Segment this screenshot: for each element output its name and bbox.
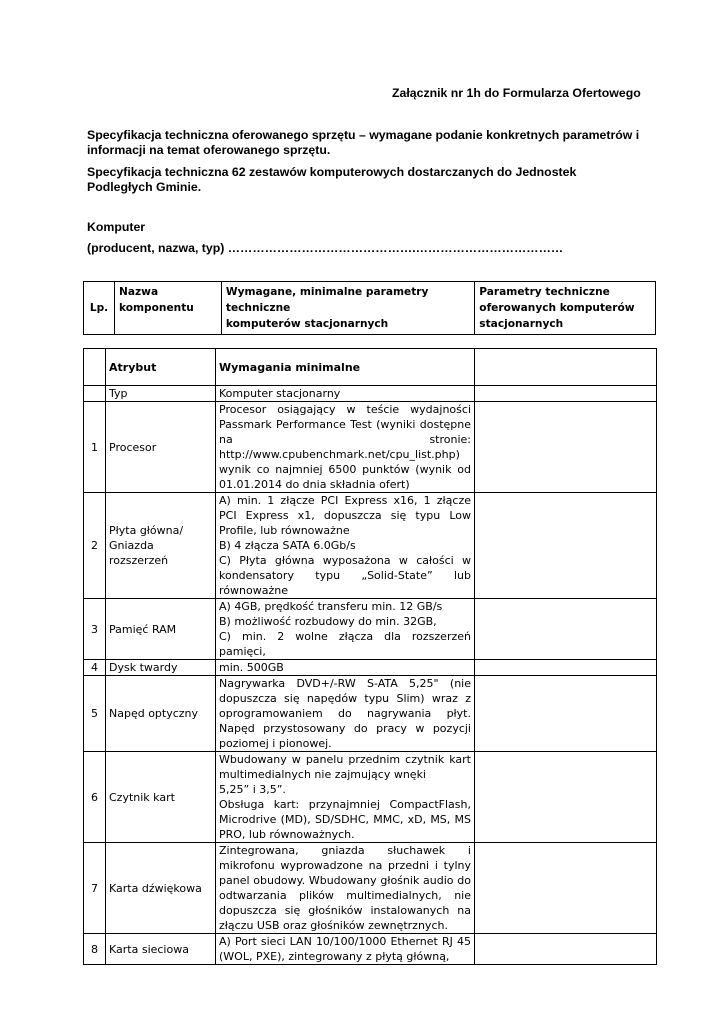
spec-row-offered <box>475 402 657 493</box>
spec-row-requirement-line: A) Port sieci LAN 10/100/1000 Ethernet RJ 45 (WOL, PXE), zintegrowany z płytą główną, <box>219 935 471 963</box>
header-component-line: komponentu <box>118 302 194 314</box>
spec-row-number: 5 <box>84 676 106 752</box>
spec-row-requirement-line: B) możliwość rozbudowy do min. 32GB, <box>219 615 437 628</box>
spec-row <box>84 599 657 660</box>
spec-heading: Specyfikacja techniczna oferowanego sprzętu – wymagane podanie konkretnych parametrów i informacji na temat oferowanego sprzętu. <box>87 128 640 157</box>
spec-row-attribute <box>106 676 216 752</box>
spec-row <box>84 402 657 493</box>
spec-row-attribute <box>106 843 216 934</box>
spec-row <box>84 660 657 676</box>
computer-label: Komputer <box>87 220 146 234</box>
spec-row-attribute <box>106 660 216 676</box>
spec-row <box>84 493 657 599</box>
spec-table <box>83 348 657 965</box>
spec-subheading: Specyfikacja techniczna 62 zestawów komputerowych dostarczanych do Jednostek Podległych Gminie. <box>87 165 577 194</box>
spec-row <box>84 752 657 843</box>
spec-row <box>84 934 657 965</box>
spec-row-offered <box>475 599 657 660</box>
spec-row-attribute <box>106 599 216 660</box>
spec-row-requirement <box>216 934 475 965</box>
spec-row-requirement-line: Komputer stacjonarny <box>219 387 341 400</box>
spec-row-requirement <box>216 752 475 843</box>
spec-row-requirement-line: 5,25” i 3,5”. <box>219 783 286 796</box>
header-offered-line: stacjonarnych <box>479 318 564 330</box>
header-offered-line: Parametry techniczne <box>479 286 610 298</box>
spec-row-requirement <box>216 843 475 934</box>
header-lp: Lp. <box>84 282 115 335</box>
spec-row-attribute <box>106 402 216 493</box>
spec-row-offered <box>475 676 657 752</box>
spec-row-number: 6 <box>84 752 106 843</box>
spec-row-attribute <box>106 386 216 402</box>
spec-row-requirement-line: min. 500GB <box>219 661 284 674</box>
spec-row-attribute <box>106 752 216 843</box>
spec-row-attribute-line: Dysk twardy <box>109 661 178 674</box>
header-table <box>83 281 656 335</box>
spec-row-requirement-line: B) 4 złącza SATA 6.0Gb/s <box>219 539 356 552</box>
spec-row-attribute-line: Typ <box>109 387 128 400</box>
spec-row-number: 2 <box>84 493 106 599</box>
spec-row-requirement <box>216 660 475 676</box>
spec-row-requirement <box>216 676 475 752</box>
spec-row-requirement-line: C) Płyta główna wyposażona w całości w kondensatory typu „Solid-State” lub równoważne <box>219 554 471 597</box>
spec-header-offered <box>475 349 657 386</box>
spec-row-attribute-line: Gniazda rozszerzeń <box>109 539 169 567</box>
spec-row-number: 8 <box>84 934 106 965</box>
spec-row-requirement <box>216 402 475 493</box>
spec-row-requirement-line: Wbudowany w panelu przednim czytnik kart multimedialnych nie zajmujący wnęki <box>219 753 471 781</box>
spec-row-requirement-line: A) min. 1 złącze PCI Express x16, 1 złącze PCI Express x1, dopuszcza się typu Low Profile, lub równoważne <box>219 494 471 537</box>
spec-row-requirement-line: Zintegrowana, gniazda słuchawek i mikrofonu wyprowadzone na przedni i tylny panel obudowy. Wbudowany głośnik audio do odtwarzania plików multimedialnych, nie dopuszcza się głośników instalowanych na złączu USB oraz głośników zewnętrznych. <box>219 844 471 932</box>
spec-row-number: 4 <box>84 660 106 676</box>
spec-row-number: 1 <box>84 402 106 493</box>
spec-row-attribute-line: Procesor <box>109 440 157 454</box>
header-component-line: Nazwa <box>118 286 159 298</box>
spec-row-offered <box>475 493 657 599</box>
spec-row-offered <box>475 752 657 843</box>
spec-row-offered <box>475 934 657 965</box>
spec-row-attribute-line: Czytnik kart <box>109 790 175 804</box>
header-offered <box>475 282 656 335</box>
spec-header-attribute: Atrybut <box>106 349 216 386</box>
computer-fill-line: (producent, nazwa, typ) ……………………………………….……………………………… <box>87 241 564 255</box>
spec-row-attribute-line: Płyta główna/ <box>109 524 184 537</box>
spec-row-requirement-line: Obsługa kart: przynajmniej CompactFlash, Microdrive (MD), SD/SDHC, MMC, xD, MS, MS PRO, lub równoważnych. <box>219 798 471 841</box>
spec-row-number: 3 <box>84 599 106 660</box>
header-component <box>114 282 221 335</box>
spec-header-num <box>84 349 106 386</box>
spec-row-attribute-line: Karta dźwiękowa <box>109 881 202 895</box>
spec-row <box>84 843 657 934</box>
spec-row-number: 7 <box>84 843 106 934</box>
spec-row-requirement <box>216 493 475 599</box>
spec-row <box>84 386 657 402</box>
spec-header-requirements: Wymagania minimalne <box>216 349 475 386</box>
spec-row-requirement-line: Nagrywarka DVD+/-RW S-ATA 5,25" (nie dopuszcza się napędów typu Slim) wraz z oprogramowaniem do nagrywania płyt. Napęd przystosowany do pracy w pozycji poziomej i pionowej. <box>219 677 471 750</box>
spec-row-requirement-line: A) 4GB, prędkość transferu min. 12 GB/s <box>219 600 443 613</box>
attachment-title: Załącznik nr 1h do Formularza Ofertowego <box>392 86 641 100</box>
spec-row-requirement <box>216 599 475 660</box>
header-requirements <box>221 282 474 335</box>
spec-row-attribute <box>106 493 216 599</box>
spec-row-offered <box>475 843 657 934</box>
spec-row-offered <box>475 386 657 402</box>
spec-row-attribute-line: Napęd optyczny <box>109 707 199 720</box>
header-offered-line: oferowanych komputerów <box>479 302 635 314</box>
spec-row <box>84 676 657 752</box>
spec-row-requirement-line: C) min. 2 wolne złącza dla rozszerzeń pamięci, <box>219 630 471 658</box>
spec-row-offered <box>475 660 657 676</box>
spec-header-row <box>84 349 657 386</box>
spec-row-number <box>84 386 106 402</box>
header-requirements-line: komputerów stacjonarnych <box>225 318 389 330</box>
spec-row-attribute-line: Pamięć RAM <box>109 622 177 636</box>
spec-row-attribute-line: Karta sieciowa <box>109 942 189 956</box>
header-row <box>84 282 656 335</box>
spec-row-attribute <box>106 934 216 965</box>
header-requirements-line: Wymagane, minimalne parametry techniczne <box>225 286 429 314</box>
spec-row-requirement-line: Procesor osiągający w teście wydajności Passmark Performance Test (wyniki dostępne na stronie: http://www.cpubenchmark.net/cpu_list.php) wynik co najmniej 6500 punktów (wynik od 01.01.2014 do dnia składnia ofert) <box>219 403 471 491</box>
spec-row-requirement <box>216 386 475 402</box>
